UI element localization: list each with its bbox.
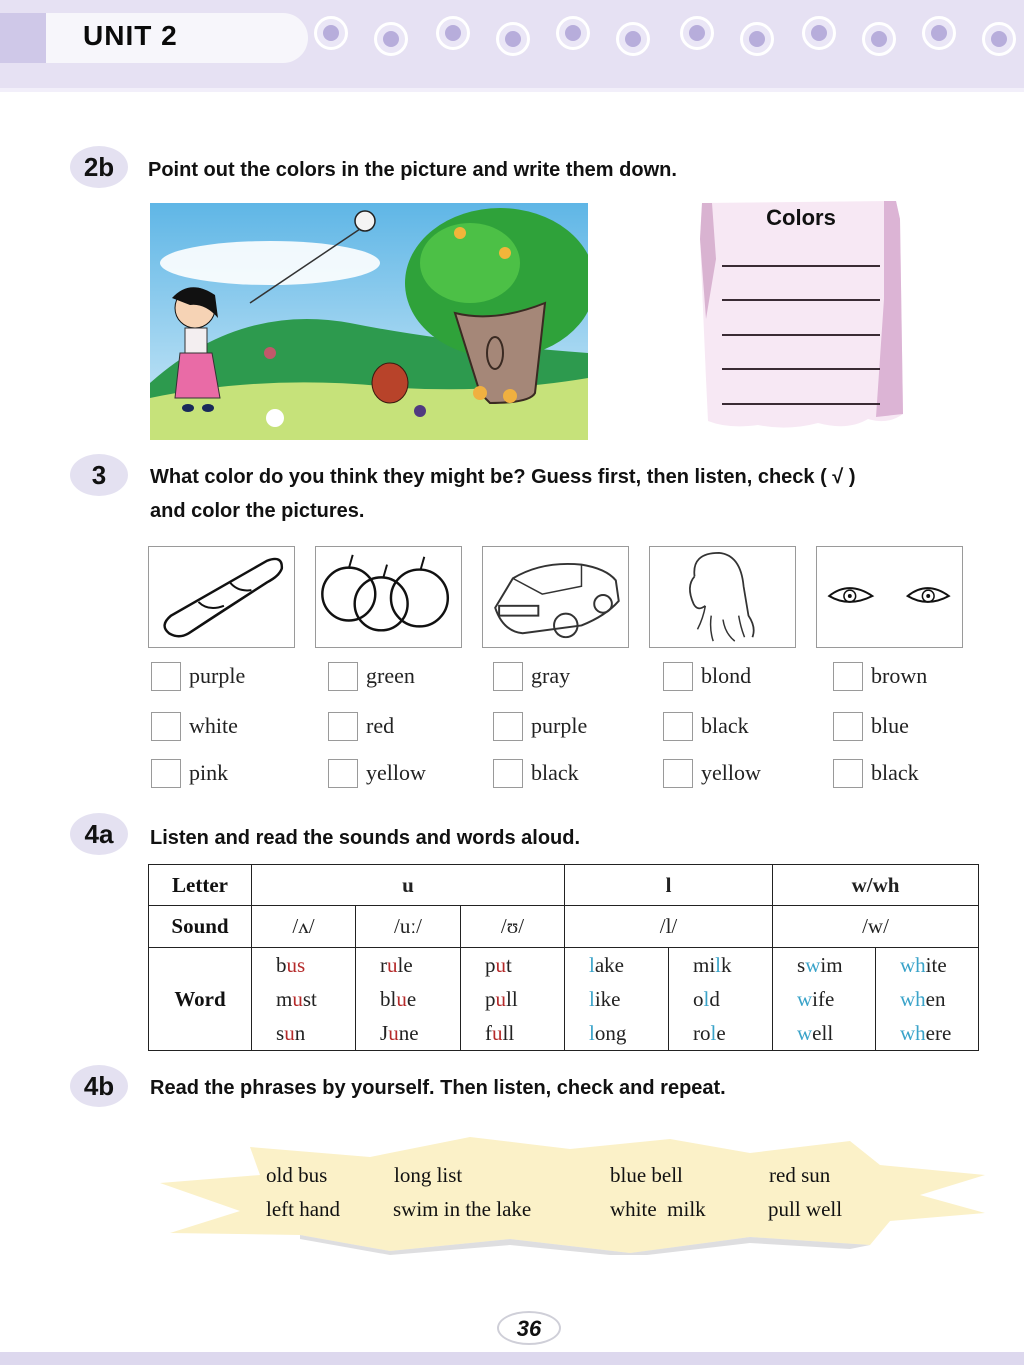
instruction-3-line1: What color do you think they might be? Guess first, then listen, check ( √ ): [150, 466, 856, 488]
option-apples-yellow[interactable]: yellow: [328, 757, 426, 789]
checkbox[interactable]: [151, 662, 181, 691]
section-badge-2b: 2b: [70, 146, 128, 188]
eraser-icon: [149, 547, 294, 647]
sound-cell: /uː/: [356, 906, 461, 948]
phrase: old bus: [266, 1163, 328, 1187]
phrase: blue bell: [610, 1163, 683, 1187]
sound-cell: /ʌ/: [252, 906, 356, 948]
word: where: [900, 1021, 952, 1045]
picture-eyes: [816, 546, 963, 648]
word-cell: [876, 948, 979, 1051]
option-apples-red[interactable]: red: [328, 710, 394, 742]
colors-note-title: Colors: [766, 205, 836, 230]
checkbox[interactable]: [328, 712, 358, 741]
circle-dot-icon: [922, 16, 956, 50]
car-icon: [483, 547, 628, 647]
row-header-letter: Letter: [149, 865, 252, 906]
word: full: [485, 1021, 515, 1045]
unit-tab-accent: [0, 13, 46, 63]
eyes-icon: [817, 547, 962, 647]
answer-line[interactable]: [722, 403, 880, 405]
letter-row: [149, 865, 979, 906]
circle-dot-icon: [314, 16, 348, 50]
circle-dot-icon: [496, 22, 530, 56]
option-hair-yellow[interactable]: yellow: [663, 757, 761, 789]
word: swim: [797, 953, 843, 977]
word: June: [380, 1021, 419, 1045]
word-cell: [252, 948, 356, 1051]
word: when: [900, 987, 946, 1011]
checkbox[interactable]: [493, 662, 523, 691]
word: rule: [380, 953, 413, 977]
torn-paper-shape: [698, 199, 904, 431]
answer-line[interactable]: [722, 368, 880, 370]
sound-cell: /ʊ/: [461, 906, 565, 948]
phrases-burst: [150, 1135, 990, 1255]
word: role: [693, 1021, 726, 1045]
checkbox[interactable]: [151, 712, 181, 741]
option-eyes-brown[interactable]: brown: [833, 660, 927, 692]
letter-l: l: [565, 865, 773, 906]
circle-dot-icon: [802, 16, 836, 50]
word-row: [149, 948, 979, 1051]
answer-line[interactable]: [722, 299, 880, 301]
word: milk: [693, 953, 732, 977]
answer-line[interactable]: [722, 334, 880, 336]
option-eraser-pink[interactable]: pink: [151, 757, 228, 789]
word: must: [276, 987, 317, 1011]
phrase: pull well: [768, 1197, 843, 1221]
word-cell: [356, 948, 461, 1051]
circle-dot-icon: [740, 22, 774, 56]
checkbox[interactable]: [328, 759, 358, 788]
letter-u: u: [252, 865, 565, 906]
option-car-gray[interactable]: gray: [493, 660, 570, 692]
word-cell: [773, 948, 876, 1051]
word: put: [485, 953, 512, 977]
circle-dot-icon: [616, 22, 650, 56]
option-hair-blond[interactable]: blond: [663, 660, 751, 692]
word-cell: [669, 948, 773, 1051]
letter-w-wh: w/wh: [773, 865, 979, 906]
option-car-black[interactable]: black: [493, 757, 579, 789]
page-number: 36: [516, 1316, 542, 1341]
option-apples-green[interactable]: green: [328, 660, 415, 692]
phrase: red sun: [769, 1163, 831, 1187]
section-badge-4b: 4b: [70, 1065, 128, 1107]
section-badge-3: 3: [70, 454, 128, 496]
instruction-4a: Listen and read the sounds and words aloud.: [150, 827, 581, 849]
apples-icon: [316, 547, 461, 647]
word: wife: [797, 987, 835, 1011]
word-cell: [461, 948, 565, 1051]
word: white: [900, 953, 947, 977]
checkbox[interactable]: [663, 662, 693, 691]
word: bus: [276, 953, 306, 977]
phrase: left hand: [266, 1197, 341, 1221]
instruction-3-line2: and color the pictures.: [150, 500, 365, 522]
kite-scene-illustration: [150, 203, 588, 440]
instruction-4b: Read the phrases by yourself. Then listen, check and repeat.: [150, 1077, 726, 1099]
scene-picture: [150, 203, 588, 440]
checkbox[interactable]: [663, 759, 693, 788]
checkbox[interactable]: [328, 662, 358, 691]
circle-dot-icon: [982, 22, 1016, 56]
option-car-purple[interactable]: purple: [493, 710, 587, 742]
circle-dot-icon: [680, 16, 714, 50]
burst-shape: [150, 1135, 990, 1255]
word: blue: [380, 987, 417, 1011]
checkbox[interactable]: [151, 759, 181, 788]
section-badge-4a: 4a: [70, 813, 128, 855]
word: like: [589, 987, 621, 1011]
word: old: [693, 987, 720, 1011]
word: well: [797, 1021, 834, 1045]
checkbox[interactable]: [833, 712, 863, 741]
circle-dot-icon: [374, 22, 408, 56]
word: sun: [276, 1021, 306, 1045]
instruction-2b: Point out the colors in the picture and write them down.: [148, 159, 677, 181]
picture-car: [482, 546, 629, 648]
row-header-word: Word: [149, 948, 252, 1051]
picture-eraser: [148, 546, 295, 648]
checkbox[interactable]: [663, 712, 693, 741]
checkbox[interactable]: [493, 712, 523, 741]
sound-cell: /l/: [565, 906, 773, 948]
word: long: [589, 1021, 627, 1045]
picture-apples: [315, 546, 462, 648]
answer-line[interactable]: [722, 265, 880, 267]
unit-label: UNIT 2: [83, 20, 178, 51]
word-cell: [565, 948, 669, 1051]
word: lake: [589, 953, 624, 977]
checkbox[interactable]: [493, 759, 523, 788]
checkbox[interactable]: [833, 759, 863, 788]
circle-dot-icon: [862, 22, 896, 56]
option-eraser-white[interactable]: white: [151, 710, 238, 742]
footer-band: [0, 1352, 1024, 1365]
row-header-sound: Sound: [149, 906, 252, 948]
option-eyes-black[interactable]: black: [833, 757, 919, 789]
sound-row: [149, 906, 979, 948]
phrase: swim in the lake: [393, 1197, 532, 1221]
option-eyes-blue[interactable]: blue: [833, 710, 909, 742]
circle-dot-icon: [436, 16, 470, 50]
colors-note: [698, 199, 904, 431]
phrase: long list: [394, 1163, 463, 1187]
sound-cell: /w/: [773, 906, 979, 948]
phrase: white milk: [610, 1197, 706, 1221]
word: pull: [485, 987, 518, 1011]
hair-icon: [650, 547, 795, 647]
phonics-table: [148, 864, 979, 1051]
checkbox[interactable]: [833, 662, 863, 691]
circle-dot-icon: [556, 16, 590, 50]
picture-hair: [649, 546, 796, 648]
decorative-dots: [310, 14, 1024, 64]
option-hair-black[interactable]: black: [663, 710, 749, 742]
option-eraser-purple[interactable]: purple: [151, 660, 245, 692]
